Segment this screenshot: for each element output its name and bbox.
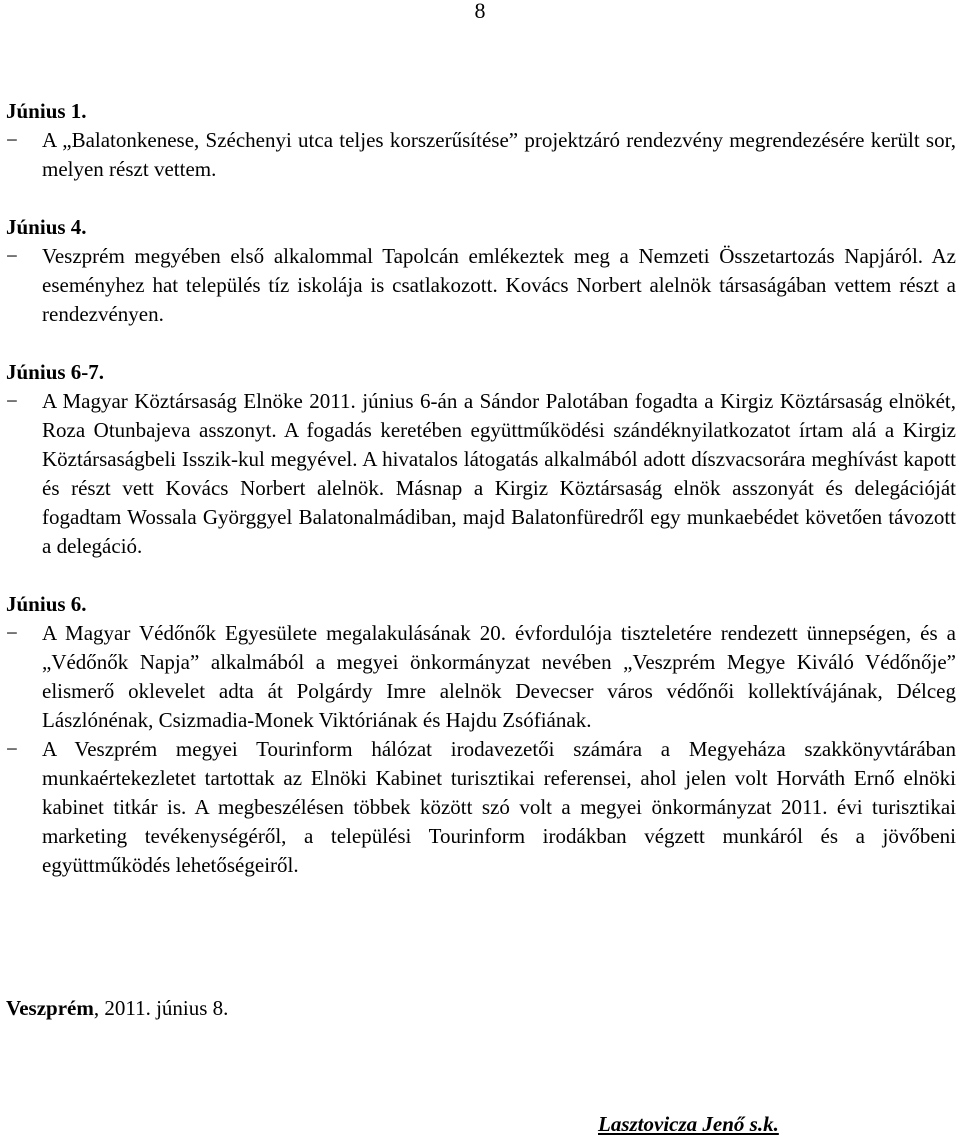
entry-item — [6, 242, 956, 329]
dash-bullet: − — [6, 128, 18, 152]
entry-text: A Magyar Védőnők Egyesülete megalakulásának 20. évfordulója tiszteletére rendezett ünnepségen, és a „Védőnők Napja” alkalmából a megyei önkormányzat nevében „Veszprém Megye Kiváló Védőnője” elismerő oklevelet adta át Polgárdy Imre alelnök Devecser város védőnői kollektívájának, Délceg Lászlónénak, Csizmadia-Monek Viktóriának és Hajdu Zsófiának. — [42, 621, 956, 732]
entry-date: Június 6-7. — [6, 360, 105, 384]
entry-text: Veszprém megyében első alkalommal Tapolcán emlékeztek meg a Nemzeti Összetartozás Napjáról. Az eseményhez hat település tíz iskolája is csatlakozott. Kovács Norbert alelnök társaságában vettem részt a rendezvényen. — [42, 244, 956, 326]
closing-date: , 2011. június 8. — [93, 996, 229, 1020]
entry-item — [6, 387, 956, 561]
dash-bullet: − — [6, 737, 18, 761]
signature: Lasztovicza Jenő s.k. — [598, 1112, 779, 1136]
entry-june-6 — [6, 590, 956, 880]
dash-bullet: − — [6, 621, 18, 645]
entry-text: A Magyar Köztársaság Elnöke 2011. június 6-án a Sándor Palotában fogadta a Kirgiz Köztársaság elnökét, Roza Otunbajeva asszonyt. A fogadás keretében együttműködési szándéknyilatkozatot írtam alá a Kirgiz Köztársaságbeli Isszik-kul megyével. A hivatalos látogatás alkalmából adott díszvacsorára meghívást kapott és részt vett Kovács Norbert alelnök. Másnap a Kirgiz Köztársaság elnök asszonyát és delegációját fogadtam Wossala Györggyel Balatonalmádiban, majd Balatonfüredről egy munkaebédet követően távozott a delegáció. — [42, 389, 956, 558]
entry-date: Június 4. — [6, 215, 87, 239]
dash-bullet: − — [6, 389, 18, 413]
entry-june-4 — [6, 213, 956, 329]
page-number: 8 — [474, 0, 486, 23]
entry-date: Június 1. — [6, 99, 87, 123]
entry-item — [6, 126, 956, 184]
place-name: Veszprém — [6, 996, 94, 1020]
dash-bullet: − — [6, 244, 18, 268]
entry-june-1 — [6, 97, 956, 184]
entry-june-6-7 — [6, 358, 956, 561]
entry-text: A Veszprém megyei Tourinform hálózat irodavezetői számára a Megyeháza szakkönyvtárában munkaértekezletet tartottak az Elnöki Kabinet turisztikai referensei, ahol jelen volt Horváth Ernő elnöki kabinet titkár is. A megbeszélésen többek között szó volt a megyei önkormányzat 2011. évi turisztikai marketing tevékenységéről, a települési Tourinform irodákban végzett munkáról és a jövőbeni együttműködés lehetőségeiről. — [42, 737, 956, 877]
entry-item — [6, 735, 956, 880]
entry-text: A „Balatonkenese, Széchenyi utca teljes korszerűsítése” projektzáró rendezvény megrendezésére került sor, melyen részt vettem. — [42, 128, 956, 181]
entry-item — [6, 619, 956, 735]
report-body — [6, 97, 956, 909]
place-date-line — [6, 994, 228, 1023]
entry-date: Június 6. — [6, 592, 87, 616]
